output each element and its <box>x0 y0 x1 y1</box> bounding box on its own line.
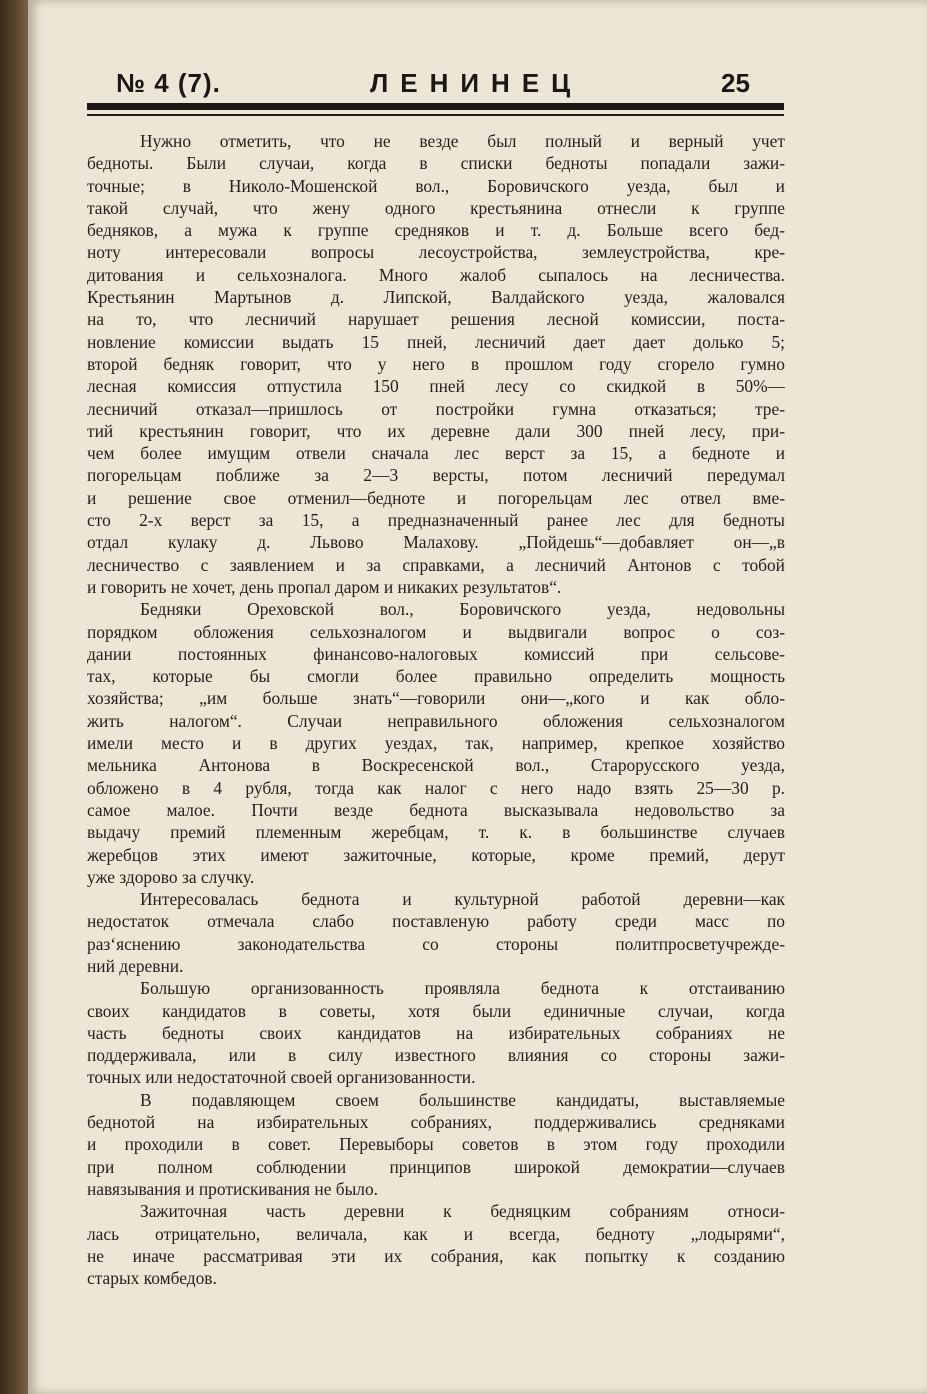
text-line: недостаток отмечала слабо поставленую работу среди масс по <box>87 911 785 932</box>
running-header <box>85 64 785 104</box>
journal-title: ЛЕНИНЕЦ <box>370 68 583 98</box>
text-line: бедняков, а мужа к группе средняков и т. д. Больше всего бед- <box>87 220 785 241</box>
text-line: ний деревни. <box>87 955 184 976</box>
text-line: и говорить не хочет, день пропал даром и никаких результатов“. <box>87 576 562 597</box>
text-line: точных или недостаточной своей организованности. <box>87 1067 476 1088</box>
paragraph <box>87 1200 785 1289</box>
text-line: лесная комиссия отпустила 150 пней лесу со скидкой в 50%— <box>87 376 785 397</box>
text-line: дании постоянных финансово-налоговых комиссий при сельсове- <box>87 643 785 664</box>
text-line: отдал кулаку д. Львово Малахову. „Пойдешь“—добавляет он—„в <box>87 532 785 553</box>
book-binding <box>0 0 28 1394</box>
article-body <box>87 130 785 1289</box>
text-line: Нужно отметить, что не везде был полный и верный учет <box>140 131 785 151</box>
text-line: при полном соблюдении принципов широкой демократии—случаев <box>87 1156 785 1177</box>
text-line: бедноты. Были случаи, когда в списки бедноты попадали зажи- <box>87 153 785 174</box>
text-line: обложено в 4 рубля, тогда как налог с него надо взять 25—30 р. <box>87 777 785 798</box>
paragraph <box>87 977 785 1088</box>
text-line: имели место и в других уездах, так, например, крепкое хозяйство <box>87 733 785 754</box>
text-line: мельника Антонова в Воскресенской вол., Старорусского уезда, <box>87 755 785 776</box>
text-line: дитования и сельхозналога. Много жалоб сыпалось на лесничества. <box>87 264 785 285</box>
text-line: точные; в Николо-Мошенской вол., Боровичского уезда, был и <box>87 175 785 196</box>
text-line: беднотой на избирательных собраниях, поддерживались средняками <box>87 1112 785 1133</box>
text-line: своих кандидатов в советы, хотя были единичные случаи, когда <box>87 1000 785 1021</box>
text-line: жить налогом“. Случаи неправильного обложения сельхозналогом <box>87 710 785 731</box>
page-number: 25 <box>721 68 750 98</box>
header-rule-thick <box>87 103 784 110</box>
text-line: старых комбедов. <box>87 1268 217 1289</box>
text-line: погорельцам поближе за 2—3 версты, потом лесничий передумал <box>87 465 785 486</box>
text-line: Большую организованность проявляла беднота к отстаиванию <box>140 978 785 999</box>
header-rule-thin <box>87 114 784 116</box>
issue-number: № 4 (7). <box>116 68 221 98</box>
text-line: выдачу премий племенным жеребцам, т. к. в большинстве случаев <box>87 822 785 843</box>
text-line: чем более имущим отвели сначала лес верст за 15, а бедноте и <box>87 443 785 464</box>
text-line: Бедняки Ореховской вол., Боровичского уезда, недовольны <box>140 599 785 620</box>
text-line: второй бедняк говорит, что у него в прошлом году сгорело гумно <box>87 353 785 374</box>
text-line: сто 2-х верст за 15, а предназначенный ранее лес для бедноты <box>87 510 785 531</box>
paragraph <box>87 130 785 598</box>
text-line: на то, что лесничий нарушает решения лесной комиссии, поста- <box>87 309 785 330</box>
text-line: жеребцов этих имеют зажиточные, которые, кроме премий, дерут <box>87 844 785 865</box>
text-line: Интересовалась беднота и культурной работой деревни—как <box>140 889 785 910</box>
text-line: самое малое. Почти везде беднота высказывала недовольство за <box>87 799 785 820</box>
text-line: лась отрицательно, величала, как и всегда, бедноту „лодырями“, <box>87 1223 785 1244</box>
text-line: В подавляющем своем большинстве кандидаты, выставляемые <box>140 1089 785 1110</box>
text-line: новление комиссии выдать 15 пней, лесничий дает дает долько 5; <box>87 331 785 352</box>
text-line: Зажиточная часть деревни к бедняцким собраниям относи- <box>140 1201 785 1222</box>
text-line: Крестьянин Мартынов д. Липской, Валдайского уезда, жаловался <box>87 287 785 308</box>
text-line: хозяйства; „им больше знать“—говорили они—„кого и как обло- <box>87 688 785 709</box>
text-line: навязывания и протискивания не было. <box>87 1178 379 1199</box>
paragraph <box>87 888 785 977</box>
text-line: порядком обложения сельхозналогом и выдвигали вопрос о соз- <box>87 621 785 642</box>
text-line: часть бедноты своих кандидатов на избирательных собраниях не <box>87 1022 785 1043</box>
text-line: раз‘яснению законодательства со стороны политпросветучрежде- <box>87 933 785 954</box>
text-line: и проходили в совет. Перевыборы советов в этом году проходили <box>87 1134 785 1155</box>
text-line: лесничество с заявлением и за справками, а лесничий Антонов с тобой <box>87 554 785 575</box>
text-line: тий крестьянин говорит, что их деревне дали 300 пней лесу, при- <box>87 420 785 441</box>
text-line: лесничий отказал—пришлось от постройки гумна отказаться; тре- <box>87 398 785 419</box>
text-line: и решение свое отменил—бедноте и погорельцам лес отвел вме- <box>87 487 785 508</box>
text-line: такой случай, что жену одного крестьянина отнесли к группе <box>87 197 785 218</box>
text-line: тах, которые бы смогли более правильно определить мощность <box>87 666 785 687</box>
text-line: уже здорово за случку. <box>87 866 255 887</box>
paragraph <box>87 1089 785 1200</box>
text-line: ноту интересовали вопросы лесоустройства, землеустройства, кре- <box>87 242 785 263</box>
text-line: поддерживала, или в силу известного влияния со стороны зажи- <box>87 1045 785 1066</box>
paragraph <box>87 598 785 888</box>
text-line: не иначе рассматривая эти их собрания, как попытку к созданию <box>87 1245 785 1266</box>
